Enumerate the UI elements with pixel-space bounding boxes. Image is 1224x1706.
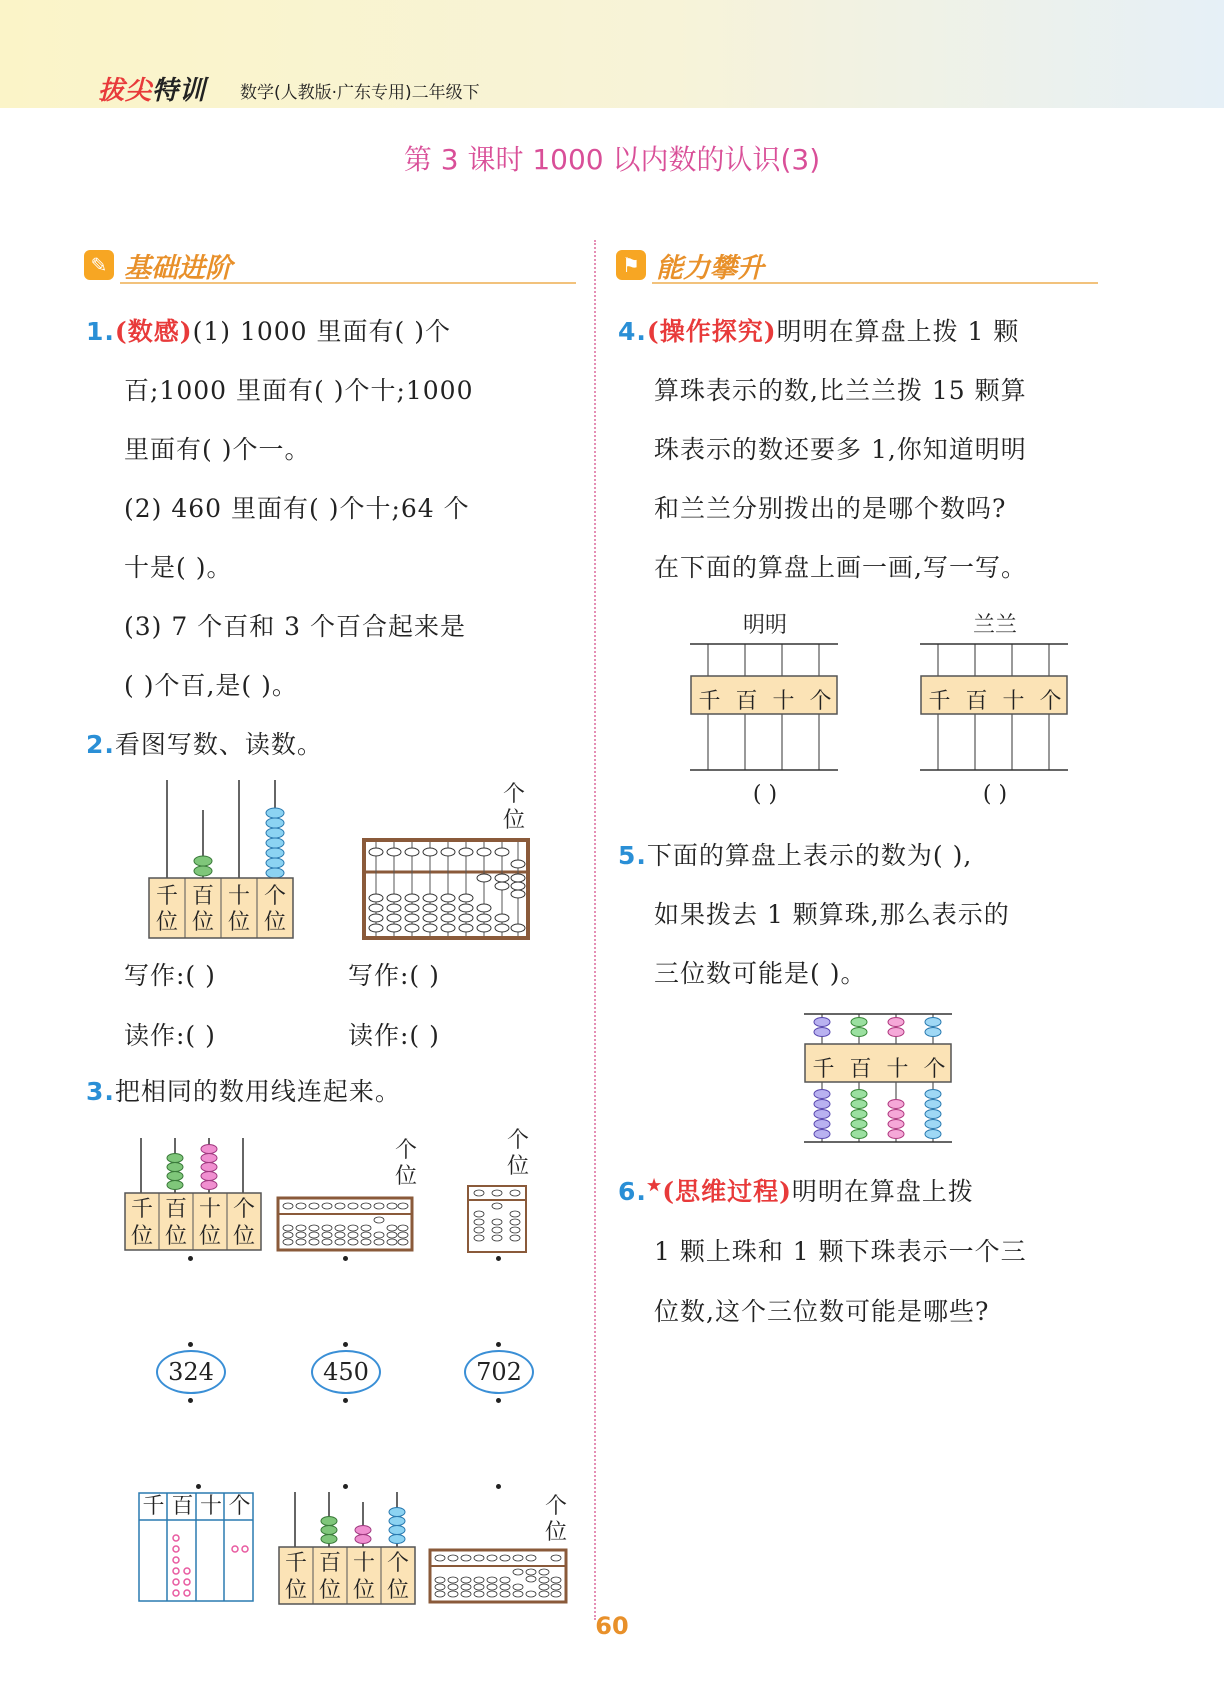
- q2-read-left: 读作:( ): [124, 1021, 216, 1050]
- q5-line-2: 如果拨去 1 颗算珠,那么表示的: [654, 900, 1010, 929]
- q3d-label-hundreds: 百 位: [318, 1551, 341, 1603]
- q2-read-right: 读作:( ): [348, 1021, 440, 1050]
- q2-title: 2.看图写数、读数。: [86, 730, 323, 759]
- number-oval-702[interactable]: 702: [464, 1350, 534, 1394]
- section-basic: [84, 246, 574, 286]
- q4-line-5: 在下面的算盘上画一画,写一写。: [654, 553, 1027, 582]
- q6-line-3: 位数,这个三位数可能是哪些?: [654, 1297, 990, 1326]
- connector-dot[interactable]: [343, 1398, 348, 1403]
- q3e-unit-label: 个位: [544, 1494, 567, 1545]
- mm-answer-blank[interactable]: ( ): [752, 782, 778, 807]
- abacus-unit-label: 个位: [502, 782, 525, 833]
- connector-dot[interactable]: [188, 1398, 193, 1403]
- table-label-hundreds: 百: [171, 1494, 194, 1519]
- q4-line-2: 算珠表示的数,比兰兰拨 15 颗算: [654, 376, 1027, 405]
- ll-label-tens: 十: [1002, 689, 1025, 714]
- ll-label-thousands: 千: [928, 689, 951, 714]
- column-divider: [594, 240, 596, 1620]
- connector-dot[interactable]: [343, 1256, 348, 1261]
- place-label-tens: 十 位: [227, 884, 250, 935]
- q3a-label-thousands: 千 位: [130, 1197, 153, 1249]
- q3-title: 3.把相同的数用线连起来。: [86, 1077, 401, 1106]
- connector-dot[interactable]: [496, 1398, 501, 1403]
- q4-line-3: 珠表示的数还要多 1,你知道明明: [654, 435, 1027, 464]
- q3-abacus-c: [466, 1184, 530, 1256]
- brand-logo: 拔尖特训: [98, 76, 207, 106]
- abacus-name-mingming: 明明: [742, 613, 787, 638]
- subject-title: 数学(人教版·广东专用)二年级下: [240, 83, 480, 103]
- q5-line-3: 三位数可能是( )。: [654, 959, 867, 988]
- connector-dot[interactable]: [496, 1342, 501, 1347]
- connector-dot[interactable]: [196, 1484, 201, 1489]
- place-label-ones: 个 位: [263, 884, 286, 935]
- q3d-label-thousands: 千 位: [284, 1551, 307, 1603]
- q3a-label-ones: 个 位: [232, 1197, 255, 1249]
- number-oval-450[interactable]: 450: [311, 1350, 381, 1394]
- q1-line-1: 1.(数感)(1) 1000 里面有( )个: [86, 317, 451, 346]
- mm-label-tens: 十: [772, 689, 795, 714]
- q3d-label-ones: 个 位: [386, 1551, 409, 1603]
- q5-label-thousands: 千: [812, 1057, 835, 1082]
- q5-label-tens: 十: [886, 1057, 909, 1082]
- connector-dot[interactable]: [496, 1256, 501, 1261]
- q2-write-left: 写作:( ): [124, 961, 216, 990]
- ll-label-hundreds: 百: [965, 689, 988, 714]
- q4-line-1: 4.(操作探究)明明在算盘上拨 1 颗: [618, 317, 1020, 346]
- mm-label-thousands: 千: [698, 689, 721, 714]
- connector-dot[interactable]: [188, 1342, 193, 1347]
- table-label-thousands: 千: [142, 1494, 165, 1519]
- q3a-label-tens: 十 位: [198, 1197, 221, 1249]
- connector-dot[interactable]: [188, 1256, 193, 1261]
- q3-abacus-b: [276, 1196, 416, 1256]
- q5-label-hundreds: 百: [849, 1057, 872, 1082]
- place-label-hundreds: 百 位: [191, 884, 214, 935]
- ll-label-ones: 个: [1039, 689, 1062, 714]
- q1-line-4: (2) 460 里面有( )个十;64 个: [124, 494, 470, 523]
- q2-write-right: 写作:( ): [348, 961, 440, 990]
- lesson-title: 第 3 课时 1000 以内数的认识(3): [403, 143, 821, 176]
- mm-label-hundreds: 百: [735, 689, 758, 714]
- q1-line-6: (3) 7 个百和 3 个百合起来是: [124, 612, 467, 641]
- section-ability: [616, 246, 1096, 286]
- page-number: 60: [595, 1612, 629, 1640]
- table-label-ones: 个: [228, 1494, 251, 1519]
- connector-dot[interactable]: [343, 1342, 348, 1347]
- q1-line-7: ( )个百,是( )。: [124, 671, 298, 700]
- q5-label-ones: 个: [923, 1057, 946, 1082]
- place-label-thousands: 千 位: [155, 884, 178, 935]
- q2-abacus: [362, 838, 532, 942]
- table-label-tens: 十: [199, 1494, 222, 1519]
- q3c-unit-label: 个位: [506, 1128, 529, 1179]
- climber-icon: ⚑: [616, 250, 646, 280]
- q3d-label-tens: 十 位: [352, 1551, 375, 1603]
- q3a-label-hundreds: 百 位: [164, 1197, 187, 1249]
- q4-line-4: 和兰兰分别拨出的是哪个数吗?: [654, 494, 1007, 523]
- q6-line-1: 6.★(思维过程)明明在算盘上拨: [618, 1175, 974, 1206]
- ll-answer-blank[interactable]: ( ): [982, 782, 1008, 807]
- section-ability-title: 能力攀升: [656, 253, 764, 284]
- section-basic-title: 基础进阶: [124, 253, 232, 284]
- connector-dot[interactable]: [343, 1484, 348, 1489]
- q1-line-2: 百;1000 里面有( )个十;1000: [124, 376, 474, 405]
- abacus-name-lanlan: 兰兰: [972, 613, 1017, 638]
- q6-line-2: 1 颗上珠和 1 颗下珠表示一个三: [654, 1237, 1027, 1266]
- runner-icon: ✎: [84, 250, 114, 280]
- q3-abacus-e: [428, 1548, 570, 1606]
- number-oval-324[interactable]: 324: [156, 1350, 226, 1394]
- connector-dot[interactable]: [496, 1484, 501, 1489]
- q3b-unit-label: 个位: [394, 1138, 417, 1189]
- q5-line-1: 5.下面的算盘上表示的数为( ),: [618, 841, 973, 870]
- mm-label-ones: 个: [809, 689, 832, 714]
- q1-line-3: 里面有( )个一。: [124, 435, 311, 464]
- q1-line-5: 十是( )。: [124, 553, 233, 582]
